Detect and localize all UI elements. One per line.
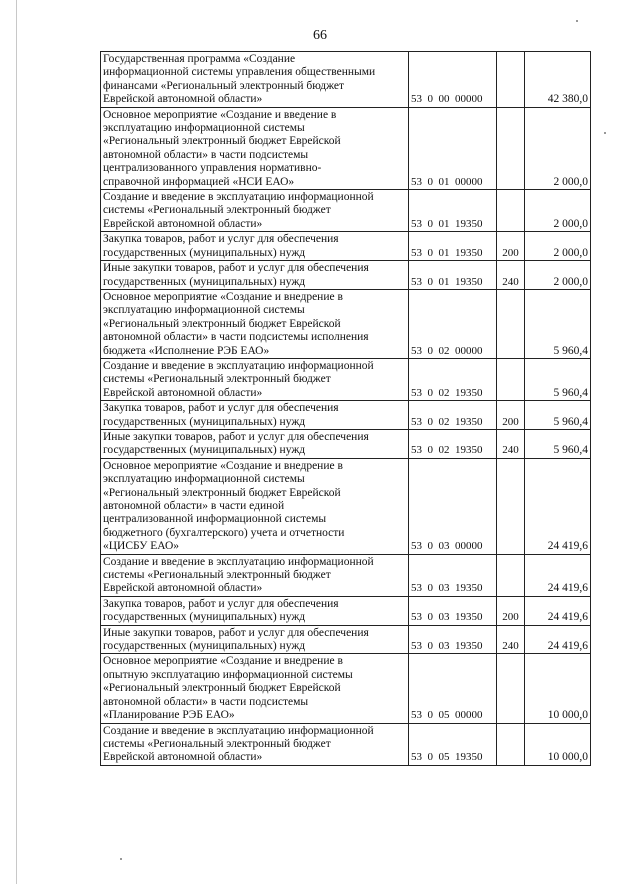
table-row bbox=[101, 107, 591, 189]
table-row bbox=[101, 232, 591, 261]
row-expense-type-cell: 240 bbox=[497, 625, 525, 654]
row-code-cell: 53 0 05 19350 bbox=[409, 723, 497, 765]
row-amount-cell: 5 960,4 bbox=[525, 289, 591, 358]
row-code-cell: 53 0 03 19350 bbox=[409, 625, 497, 654]
table-row bbox=[101, 596, 591, 625]
table-row bbox=[101, 625, 591, 654]
row-name-cell: Иные закупки товаров, работ и услуг для обеспечения государственных (муниципальных) нужд bbox=[101, 261, 409, 290]
row-amount-cell: 5 960,4 bbox=[525, 401, 591, 430]
table-row bbox=[101, 261, 591, 290]
row-name-cell: Иные закупки товаров, работ и услуг для обеспечения государственных (муниципальных) нужд bbox=[101, 625, 409, 654]
row-amount-cell: 24 419,6 bbox=[525, 596, 591, 625]
row-code-cell: 53 0 05 00000 bbox=[409, 654, 497, 723]
row-amount-cell: 42 380,0 bbox=[525, 52, 591, 108]
row-code-cell: 53 0 00 00000 bbox=[409, 52, 497, 108]
row-name-cell: Закупка товаров, работ и услуг для обеспечения государственных (муниципальных) нужд bbox=[101, 232, 409, 261]
row-amount-cell: 2 000,0 bbox=[525, 190, 591, 232]
row-code-cell: 53 0 02 00000 bbox=[409, 289, 497, 358]
budget-table bbox=[100, 51, 591, 766]
table-row bbox=[101, 190, 591, 232]
row-amount-cell: 10 000,0 bbox=[525, 723, 591, 765]
row-amount-cell: 24 419,6 bbox=[525, 625, 591, 654]
row-code-cell: 53 0 03 19350 bbox=[409, 554, 497, 596]
table-row bbox=[101, 654, 591, 723]
row-amount-cell: 5 960,4 bbox=[525, 429, 591, 458]
row-code-cell: 53 0 01 19350 bbox=[409, 232, 497, 261]
table-row bbox=[101, 401, 591, 430]
row-expense-type-cell bbox=[497, 190, 525, 232]
row-name-cell: Основное мероприятие «Создание и введение в эксплуатацию информационной системы «Региональный электронный бюджет Еврейской автономной области» в части подсистемы централизованного управления нормативно- справочной информацией «НСИ ЕАО» bbox=[101, 107, 409, 189]
row-expense-type-cell bbox=[497, 654, 525, 723]
page-number: 66 bbox=[313, 28, 327, 43]
row-expense-type-cell bbox=[497, 289, 525, 358]
table-row bbox=[101, 723, 591, 765]
row-code-cell: 53 0 01 00000 bbox=[409, 107, 497, 189]
row-code-cell: 53 0 02 19350 bbox=[409, 358, 497, 400]
row-name-cell: Основное мероприятие «Создание и внедрение в опытную эксплуатацию информационной системы «Региональный электронный бюджет Еврейской автономной области» в части подсистемы «Планирование РЭБ ЕАО» bbox=[101, 654, 409, 723]
table-row bbox=[101, 458, 591, 554]
table-row bbox=[101, 358, 591, 400]
row-amount-cell: 5 960,4 bbox=[525, 358, 591, 400]
row-name-cell: Иные закупки товаров, работ и услуг для обеспечения государственных (муниципальных) нужд bbox=[101, 429, 409, 458]
row-amount-cell: 24 419,6 bbox=[525, 458, 591, 554]
row-expense-type-cell: 240 bbox=[497, 429, 525, 458]
row-amount-cell: 24 419,6 bbox=[525, 554, 591, 596]
row-code-cell: 53 0 01 19350 bbox=[409, 190, 497, 232]
row-expense-type-cell bbox=[497, 358, 525, 400]
row-expense-type-cell: 200 bbox=[497, 401, 525, 430]
row-code-cell: 53 0 02 19350 bbox=[409, 429, 497, 458]
row-code-cell: 53 0 03 00000 bbox=[409, 458, 497, 554]
row-expense-type-cell: 240 bbox=[497, 261, 525, 290]
row-amount-cell: 2 000,0 bbox=[525, 107, 591, 189]
row-name-cell: Создание и введение в эксплуатацию информационной системы «Региональный электронный бюджет Еврейской автономной области» bbox=[101, 358, 409, 400]
row-name-cell: Создание и введение в эксплуатацию информационной системы «Региональный электронный бюджет Еврейской автономной области» bbox=[101, 190, 409, 232]
row-expense-type-cell bbox=[497, 723, 525, 765]
budget-table-body bbox=[101, 52, 591, 766]
row-expense-type-cell bbox=[497, 458, 525, 554]
row-name-cell: Создание и введение в эксплуатацию информационной системы «Региональный электронный бюджет Еврейской автономной области» bbox=[101, 554, 409, 596]
row-name-cell: Основное мероприятие «Создание и внедрение в эксплуатацию информационной системы «Региональный электронный бюджет Еврейской автономной области» в части подсистемы исполнения бюджета «Исполнение РЭБ ЕАО» bbox=[101, 289, 409, 358]
row-code-cell: 53 0 03 19350 bbox=[409, 596, 497, 625]
scan-speck bbox=[576, 20, 578, 22]
scan-margin-line bbox=[16, 0, 17, 884]
table-row bbox=[101, 52, 591, 108]
row-name-cell: Государственная программа «Создание информационной системы управления общественными финансами «Региональный электронный бюджет Еврейской автономной области» bbox=[101, 52, 409, 108]
scan-speck bbox=[604, 132, 606, 134]
row-amount-cell: 10 000,0 bbox=[525, 654, 591, 723]
row-name-cell: Основное мероприятие «Создание и внедрение в эксплуатацию информационной системы «Региональный электронный бюджет Еврейской автономной области» в части единой централизованной информационной системы бюджетного (бухгалтерского) учета и отчетности «ЦИСБУ ЕАО» bbox=[101, 458, 409, 554]
row-amount-cell: 2 000,0 bbox=[525, 232, 591, 261]
table-row bbox=[101, 429, 591, 458]
row-name-cell: Закупка товаров, работ и услуг для обеспечения государственных (муниципальных) нужд bbox=[101, 401, 409, 430]
table-row bbox=[101, 289, 591, 358]
row-expense-type-cell: 200 bbox=[497, 596, 525, 625]
row-expense-type-cell bbox=[497, 52, 525, 108]
row-name-cell: Закупка товаров, работ и услуг для обеспечения государственных (муниципальных) нужд bbox=[101, 596, 409, 625]
row-expense-type-cell: 200 bbox=[497, 232, 525, 261]
row-code-cell: 53 0 02 19350 bbox=[409, 401, 497, 430]
table-row bbox=[101, 554, 591, 596]
scan-speck bbox=[120, 858, 122, 860]
row-amount-cell: 2 000,0 bbox=[525, 261, 591, 290]
row-code-cell: 53 0 01 19350 bbox=[409, 261, 497, 290]
row-expense-type-cell bbox=[497, 554, 525, 596]
row-expense-type-cell bbox=[497, 107, 525, 189]
row-name-cell: Создание и введение в эксплуатацию информационной системы «Региональный электронный бюджет Еврейской автономной области» bbox=[101, 723, 409, 765]
